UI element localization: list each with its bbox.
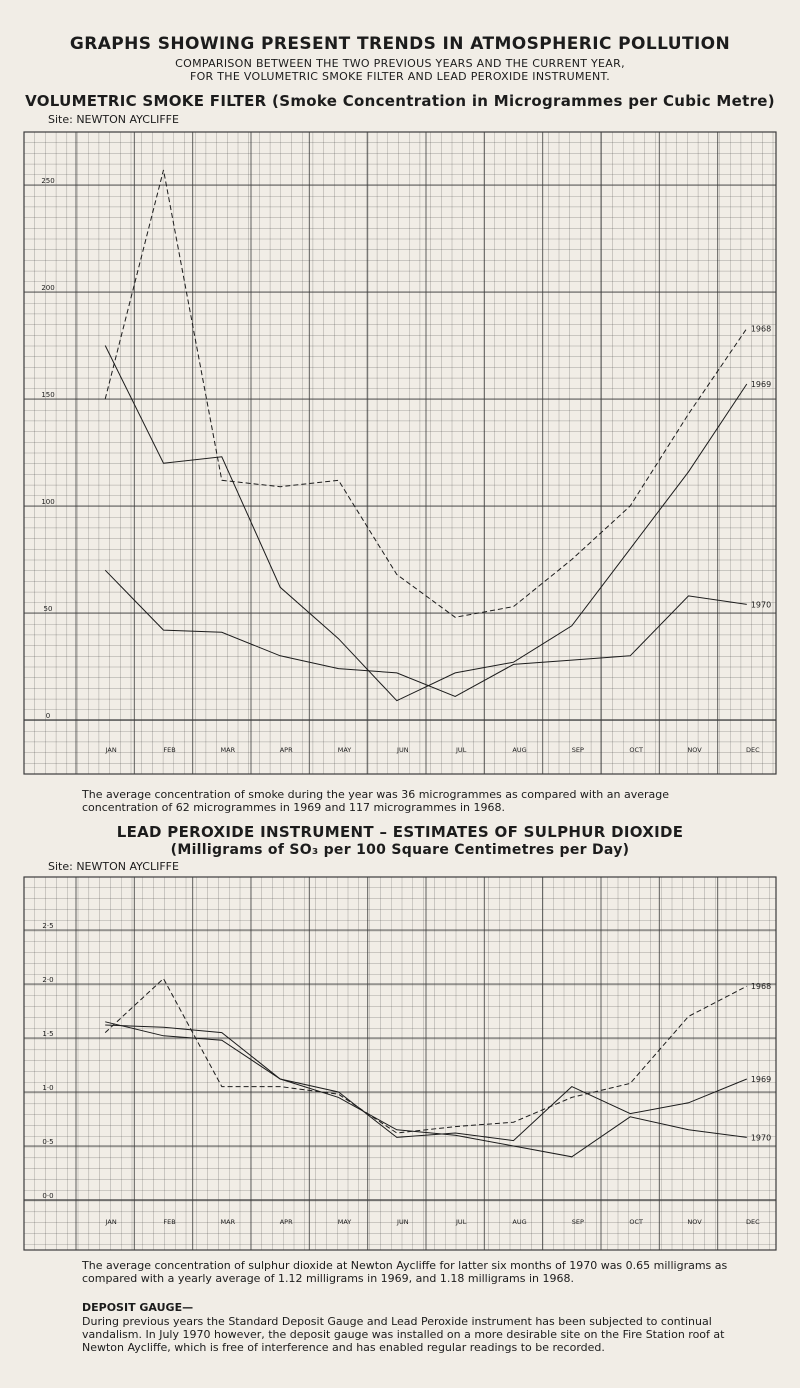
y-tick-label: 0·5: [42, 1138, 54, 1146]
page-subtitle-line-2: FOR THE VOLUMETRIC SMOKE FILTER AND LEAD PEROXIDE INSTRUMENT.: [189, 70, 611, 83]
y-tick-label: 200: [41, 284, 55, 292]
y-tick-label: 100: [41, 498, 55, 506]
y-tick-label: 250: [41, 177, 55, 185]
x-tick-label: NOV: [687, 1218, 702, 1226]
sulphur-chart-note: The average concentration of sulphur dioxide at Newton Aycliffe for latter six months of 1970 was 0.65 milligrams as compared with a yearly average of 1.12 milligrams in 1969, and 1.18 milligrams in 1968.: [82, 1259, 728, 1285]
x-tick-label: APR: [279, 1218, 293, 1226]
series-label-1968: 1968: [750, 324, 772, 334]
y-tick-label: 1·5: [42, 1030, 54, 1038]
deposit-gauge-text: During previous years the Standard Deposit Gauge and Lead Peroxide instrument has been subjected to continual vandalism. In July 1970 however, the deposit gauge was installed on a more desirable site on the Fire Station roof at Newton Aycliffe, which is free of interference and has enabled regular readings to be recorded.: [82, 1315, 725, 1354]
y-tick-label: 150: [41, 391, 55, 399]
y-tick-label: 50: [43, 605, 53, 613]
chart-frame: [24, 877, 776, 1250]
y-tick-label: 1·0: [42, 1084, 54, 1092]
x-tick-label: NOV: [687, 746, 702, 754]
x-tick-label: JAN: [105, 746, 117, 754]
x-tick-label: FEB: [163, 1218, 176, 1226]
x-tick-label: JUL: [456, 746, 467, 754]
x-tick-label: DEC: [746, 746, 760, 754]
y-tick-label: 2·0: [42, 976, 54, 984]
x-tick-label: MAY: [337, 1218, 352, 1226]
x-tick-label: JUN: [397, 1218, 409, 1226]
x-tick-label: SEP: [571, 746, 584, 754]
series-label-1969: 1969: [750, 380, 772, 390]
x-tick-label: AUG: [512, 1218, 527, 1226]
x-tick-label: MAR: [220, 1218, 236, 1226]
x-tick-label: OCT: [629, 746, 643, 754]
x-tick-label: SEP: [571, 1218, 584, 1226]
x-tick-label: JAN: [105, 1218, 117, 1226]
series-label-1968: 1968: [750, 982, 772, 992]
x-tick-label: FEB: [163, 746, 176, 754]
series-label-1970: 1970: [750, 600, 772, 610]
x-tick-label: DEC: [746, 1218, 760, 1226]
series-label-1969: 1969: [750, 1075, 772, 1085]
x-tick-label: APR: [279, 746, 293, 754]
x-tick-label: AUG: [512, 746, 527, 754]
grid: [24, 877, 776, 1250]
x-tick-label: JUN: [397, 746, 409, 754]
y-tick-label: 0·0: [42, 1192, 54, 1200]
x-tick-label: MAR: [220, 746, 236, 754]
y-tick-label: 2·5: [42, 922, 54, 930]
x-tick-label: MAY: [337, 746, 352, 754]
sulphur-chart-title: LEAD PEROXIDE INSTRUMENT – ESTIMATES OF SULPHUR DIOXIDE: [116, 823, 684, 841]
x-tick-label: JUL: [456, 1218, 467, 1226]
sulphur-chart-units: (Milligrams of SO₃ per 100 Square Centimetres per Day): [170, 842, 630, 858]
smoke-chart-note: The average concentration of smoke during the year was 36 microgrammes as compared with an average concentration of 62 microgrammes in 1969 and 117 microgrammes in 1968.: [82, 788, 669, 814]
smoke-chart-site: Site: NEWTON AYCLIFFE: [48, 113, 179, 126]
page-subtitle-line-1: COMPARISON BETWEEN THE TWO PREVIOUS YEARS AND THE CURRENT YEAR,: [175, 57, 625, 70]
y-tick-label: 0: [45, 712, 51, 720]
page-title: GRAPHS SHOWING PRESENT TRENDS IN ATMOSPHERIC POLLUTION: [69, 34, 731, 54]
series-label-1970: 1970: [750, 1133, 772, 1143]
deposit-gauge-heading: DEPOSIT GAUGE—: [82, 1301, 194, 1314]
sulphur-chart-site: Site: NEWTON AYCLIFFE: [48, 860, 179, 873]
smoke-chart-title: VOLUMETRIC SMOKE FILTER (Smoke Concentration in Microgrammes per Cubic Metre): [25, 92, 775, 110]
x-tick-label: OCT: [629, 1218, 643, 1226]
